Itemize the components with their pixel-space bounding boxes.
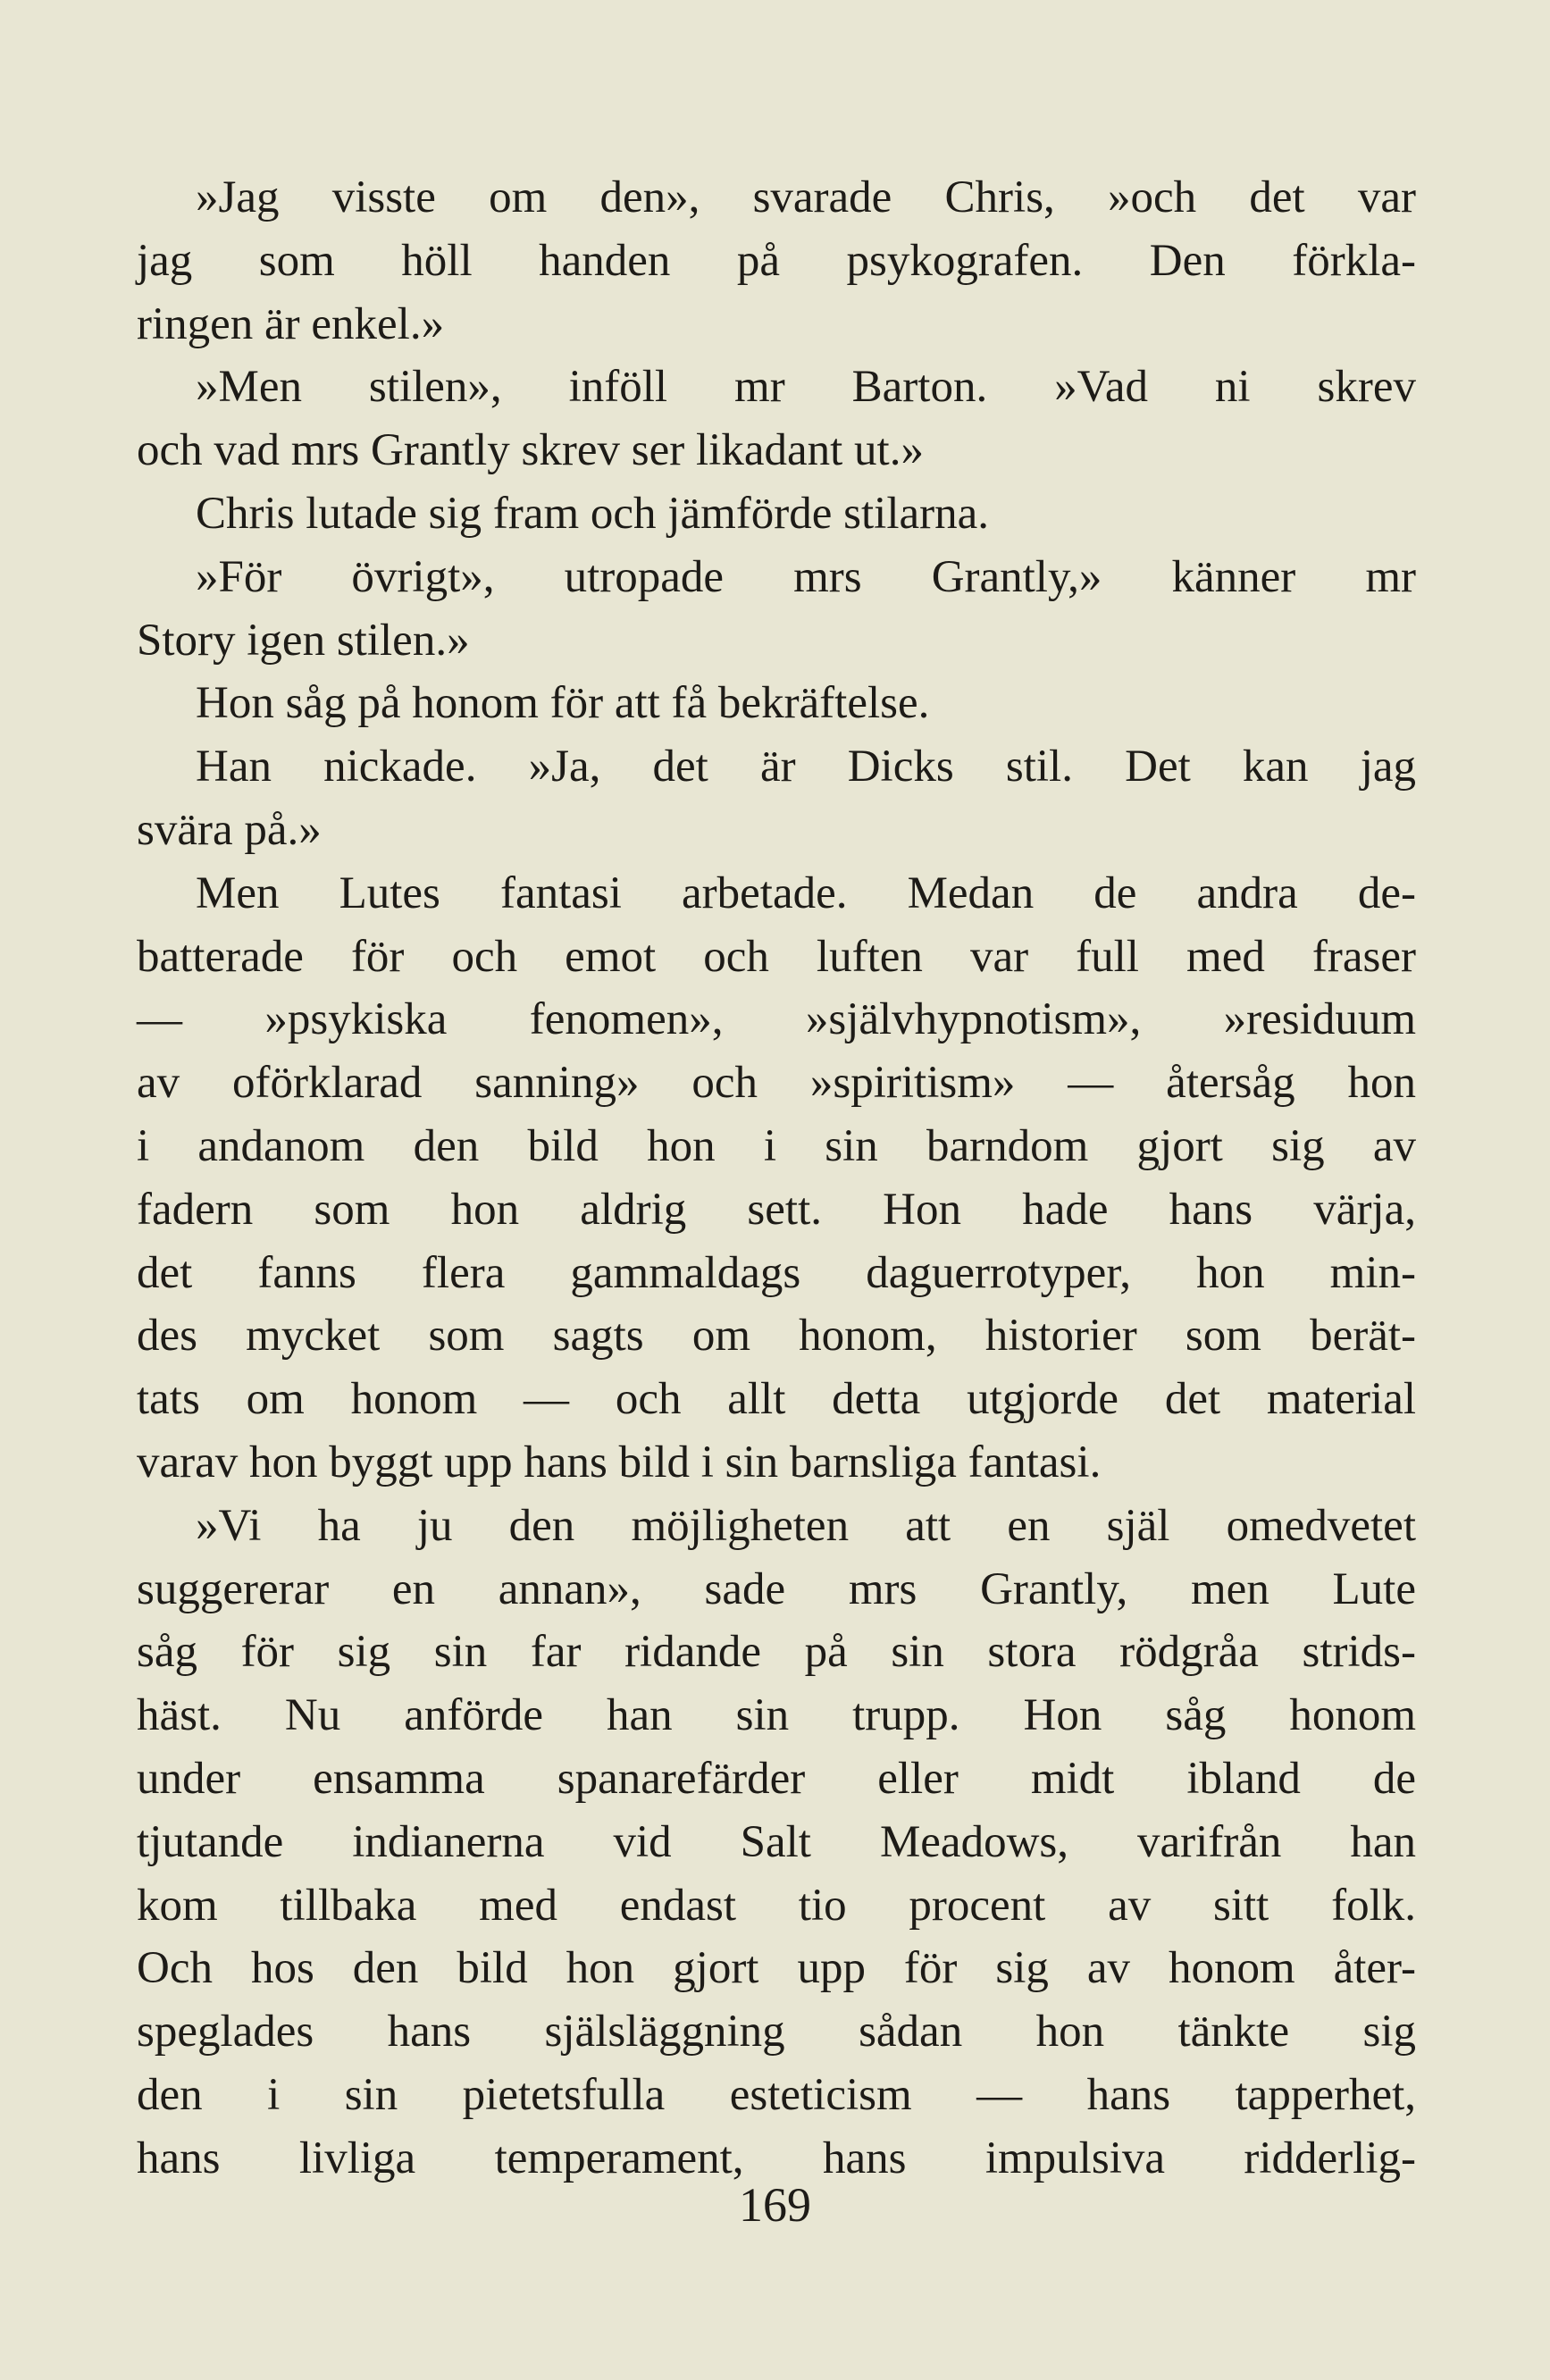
text-line: tats om honom — och allt detta utgjorde det material [137,1374,1416,1425]
text-line: speglades hans själsläggning sådan hon tänkte sig [137,2007,1416,2057]
text-line: suggererar en annan», sade mrs Grantly, men Lute [137,1563,1416,1614]
text-line: den i sin pietetsfulla esteticism — hans tapperhet, [137,2069,1416,2120]
text-line: »Vi ha ju den möjligheten att en själ omedvetet [196,1500,1416,1551]
text-line: och vad mrs Grantly skrev ser likadant ut.» [137,425,924,476]
text-line: »Jag visste om den», svarade Chris, »och det var [196,172,1416,222]
text-line: Och hos den bild hon gjort upp för sig av honom åter- [137,1943,1416,1994]
text-line: Men Lutes fantasi arbetade. Medan de andra de- [196,867,1416,918]
text-line: av oförklarad sanning» och »spiritism» — återsåg hon [137,1058,1416,1109]
text-line: varav hon byggt upp hans bild i sin barnsliga fantasi. [137,1437,1102,1488]
text-line: i andanom den bild hon i sin barndom gjort sig av [137,1120,1416,1171]
text-line: det fanns flera gammaldags daguerrotyper, hon min- [137,1247,1416,1298]
text-line: fadern som hon aldrig sett. Hon hade hans värja, [137,1184,1416,1235]
text-line: — »psykiska fenomen», »självhypnotism», »residuum [137,994,1416,1045]
text-line: under ensamma spanarefärder eller midt ibland de [137,1753,1416,1804]
text-line: kom tillbaka med endast tio procent av sitt folk. [137,1880,1416,1931]
text-line: såg för sig sin far ridande på sin stora rödgråa strids- [137,1627,1416,1678]
text-line: »Men stilen», inföll mr Barton. »Vad ni skrev [196,362,1416,413]
text-line: häst. Nu anförde han sin trupp. Hon såg honom [137,1690,1416,1741]
text-line: Story igen stilen.» [137,615,470,666]
text-line: svära på.» [137,804,322,855]
text-line: Hon såg på honom för att få bekräftelse. [196,678,930,729]
text-line: hans livliga temperament, hans impulsiva ridderlig- [137,2133,1416,2183]
text-line: tjutande indianerna vid Salt Meadows, varifrån han [137,1816,1416,1867]
text-line: ringen är enkel.» [137,298,445,349]
text-line: jag som höll handen på psykografen. Den förkla- [137,235,1416,286]
text-line: »För övrigt», utropade mrs Grantly,» känner mr [196,551,1416,602]
body-text [137,166,1416,2191]
text-line: Chris lutade sig fram och jämförde stilarna. [196,488,989,539]
page-number: 169 [739,2178,811,2232]
text-line: batterade för och emot och luften var full med fraser [137,931,1416,982]
text-line: des mycket som sagts om honom, historier som berät- [137,1311,1416,1362]
text-line: Han nickade. »Ja, det är Dicks stil. Det kan jag [196,742,1416,792]
